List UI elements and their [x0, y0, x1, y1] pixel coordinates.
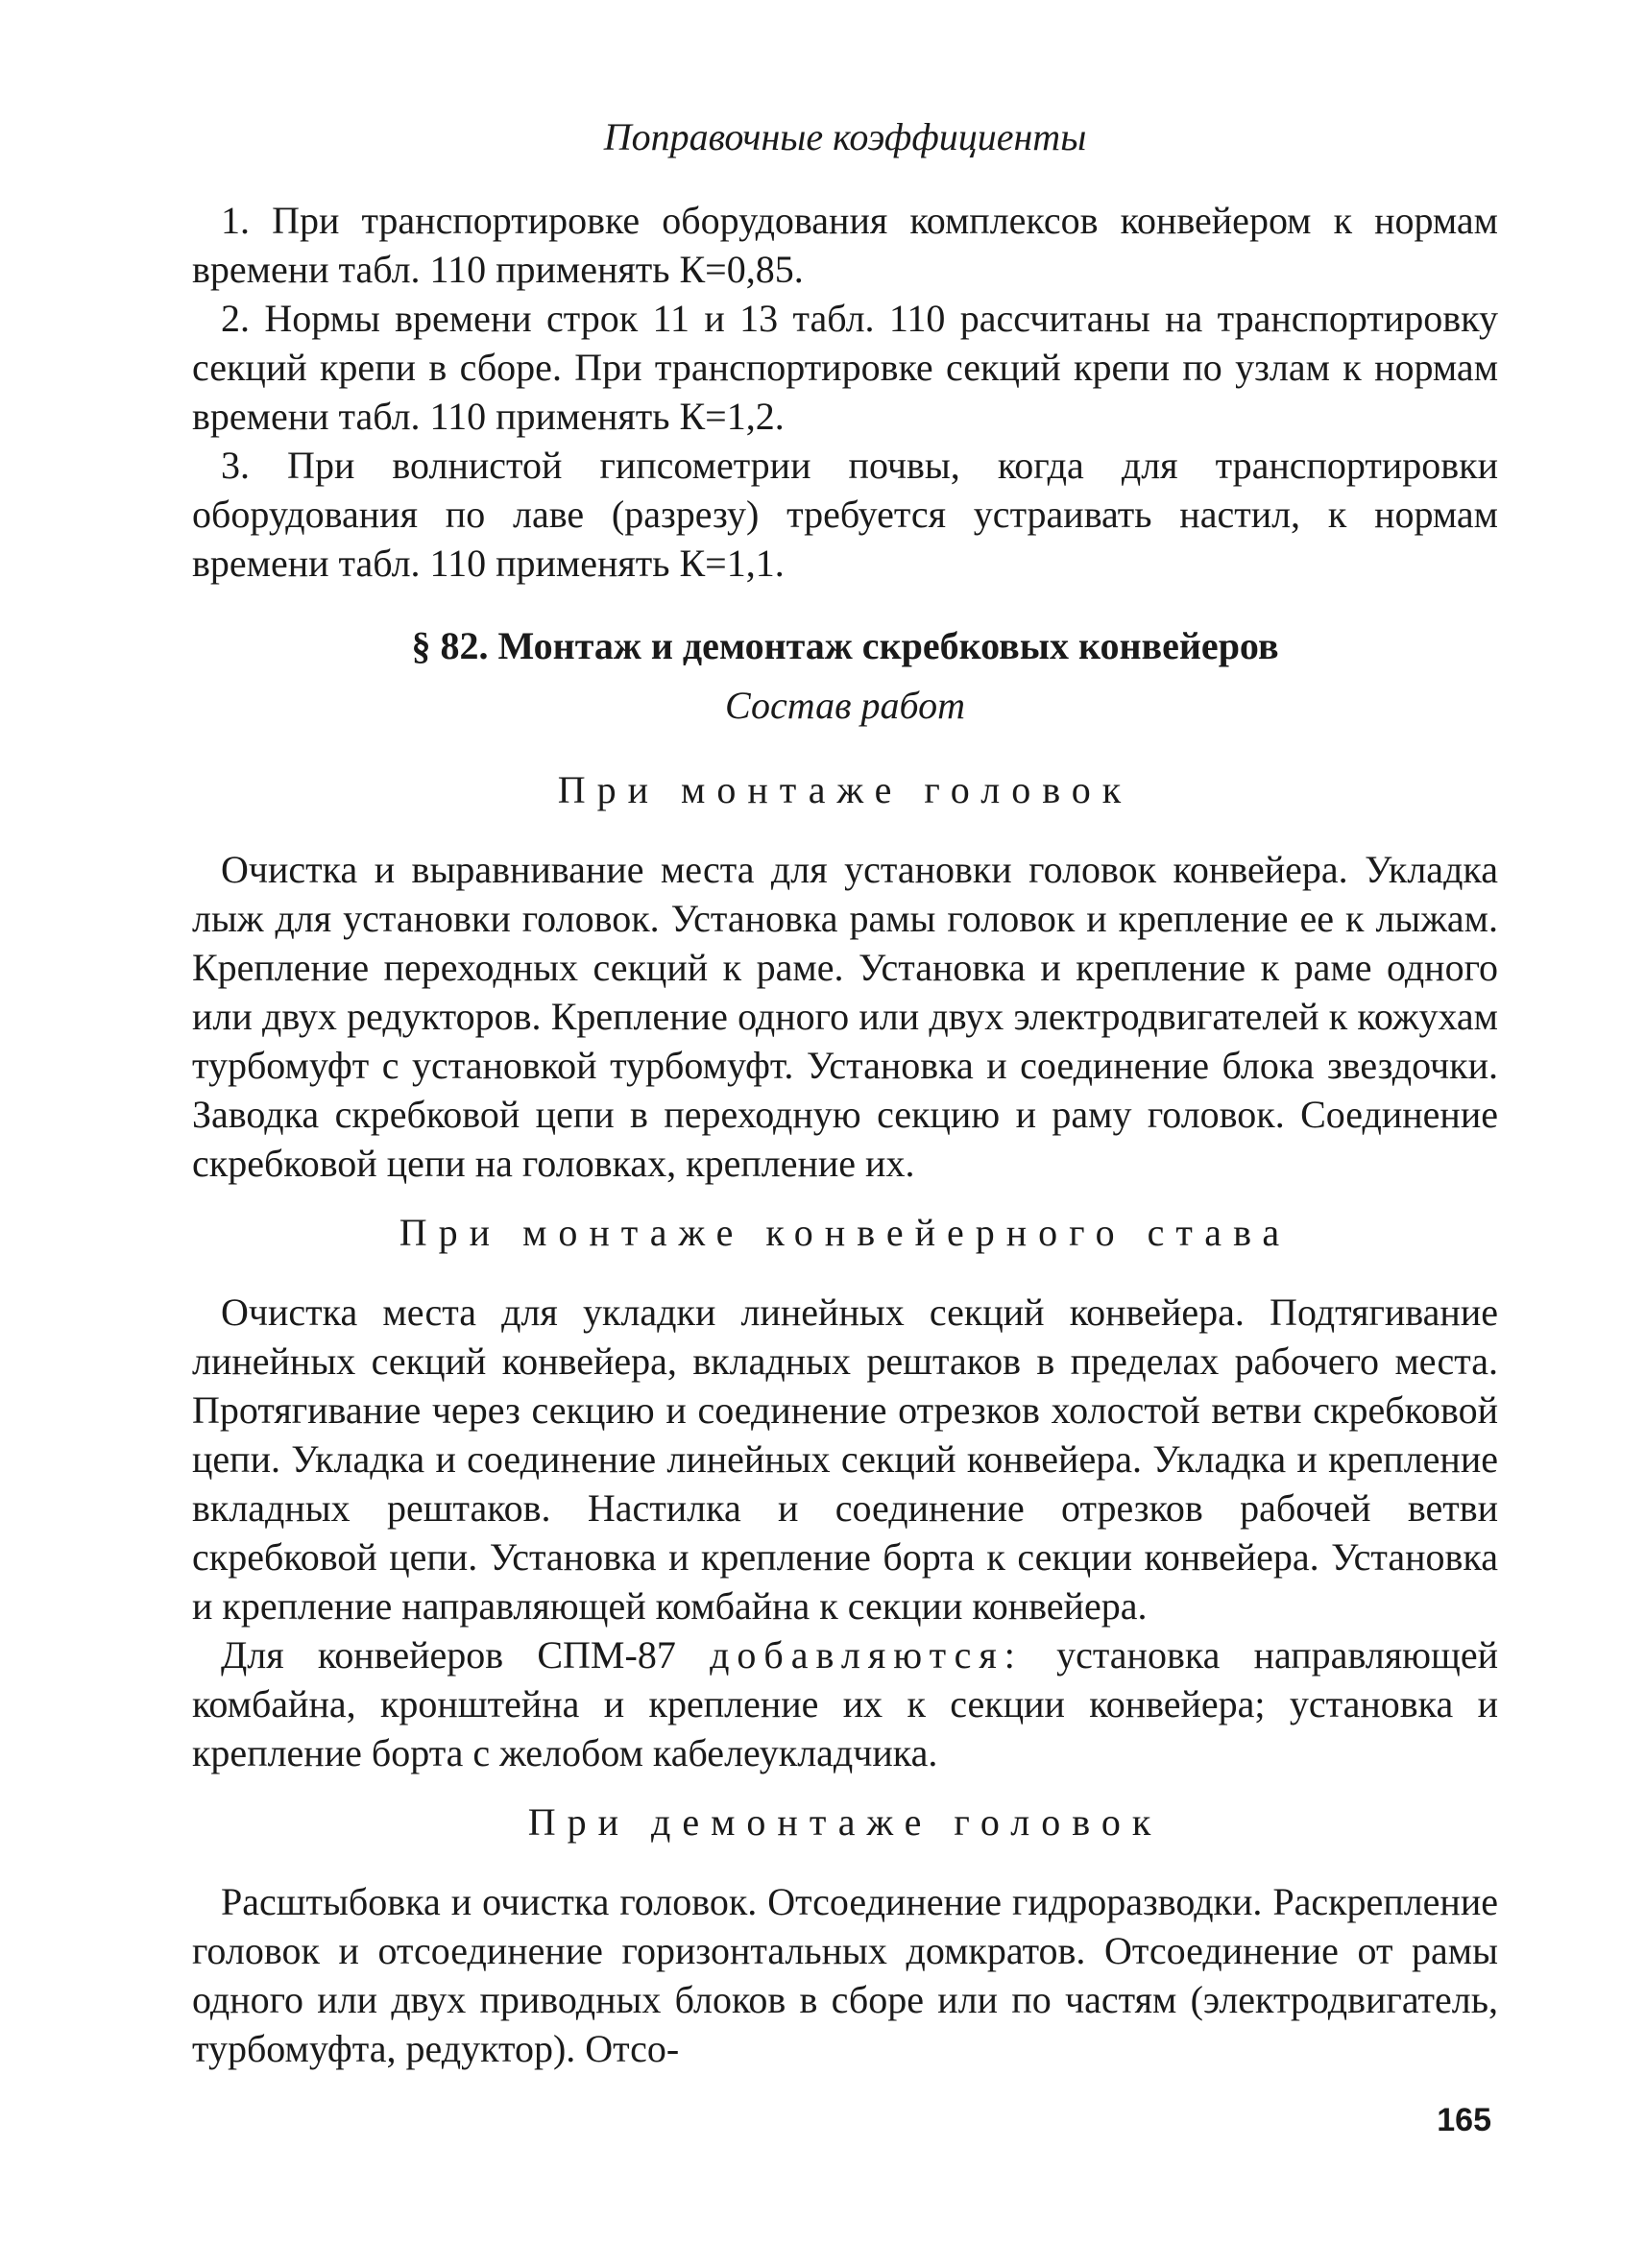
- subsection-title-head-dismantling: При демонтаже головок: [527, 1800, 1163, 1844]
- page-number: 165: [1437, 2102, 1491, 2138]
- paragraph-spm87: [192, 1630, 1498, 1777]
- corrections-heading: Поправочные коэффициенты: [603, 115, 1087, 158]
- spm87-lead: Для конвейеров СПМ-87: [221, 1633, 676, 1677]
- paragraph: Расштыбовка и очистка головок. Отсоединение гидроразводки. Раскрепление головок и отсоединение горизонтальных домкратов. Отсоединение от рамы одного или двух приводных блоков в сборе или по частям (электродвигатель, турбомуфта, редуктор). Отсо-: [192, 1880, 1498, 2070]
- subsection-title-head-mounting: При монтаже головок: [557, 768, 1133, 811]
- section-title: § 82. Монтаж и демонтаж скребковых конвейеров: [411, 624, 1279, 667]
- subsection-title-frame-mounting: При монтаже конвейерного става: [399, 1211, 1292, 1254]
- paragraph: Очистка и выравнивание места для установки головок конвейера. Укладка лыж для установки головок. Установка рамы головок и крепление ее к лыжам. Крепление переходных секций к раме. Установка и крепление к раме одного или двух редукторов. Крепление одного или двух электродвигателей к кожухам турбомуфт с установкой турбомуфт. Установка и соединение блока звездочки. Заводка скребковой цепи в переходную секцию и раму головок. Соединение скребковой цепи на головках, крепление их.: [192, 848, 1498, 1185]
- subsection-body-head-mounting: [192, 845, 1498, 1188]
- coefficients-list: [192, 196, 1498, 588]
- spm87-rest: установка направляющей комбайна, кронштейна и крепление их к секции конвейера; установка и крепление борта с желобом кабелеукладчика.: [192, 1633, 1499, 1774]
- coefficient-item: 2. Нормы времени строк 11 и 13 табл. 110 рассчитаны на транспортировку секций крепи в сборе. При транспортировке секций крепи по узлам к нормам времени табл. 110 применять К=1,2.: [192, 297, 1498, 438]
- subsection-body-head-dismantling: [192, 1877, 1498, 2073]
- document-page: [192, 113, 1498, 2083]
- spm87-spaced-word: добавляются:: [710, 1633, 1023, 1677]
- subsection-body-frame-mounting: [192, 1288, 1498, 1777]
- section-subtitle: Состав работ: [725, 684, 965, 727]
- coefficient-item: 3. При волнистой гипсометрии почвы, когда для транспортировки оборудования по лаве (разрезу) требуется устраивать настил, к нормам времени табл. 110 применять К=1,1.: [192, 444, 1498, 585]
- coefficient-item: 1. При транспортировке оборудования комплексов конвейером к нормам времени табл. 110 применять К=0,85.: [192, 199, 1498, 291]
- paragraph: Очистка места для укладки линейных секций конвейера. Подтягивание линейных секций конвейера, вкладных рештаков в пределах рабочего места. Протягивание через секцию и соединение отрезков холостой ветви скребковой цепи. Укладка и соединение линейных секций конвейера. Укладка и крепление вкладных рештаков. Настилка и соединение отрезков рабочей ветви скребковой цепи. Установка и крепление борта к секции конвейера. Установка и крепление направляющей комбайна к секции конвейера.: [192, 1291, 1498, 1628]
